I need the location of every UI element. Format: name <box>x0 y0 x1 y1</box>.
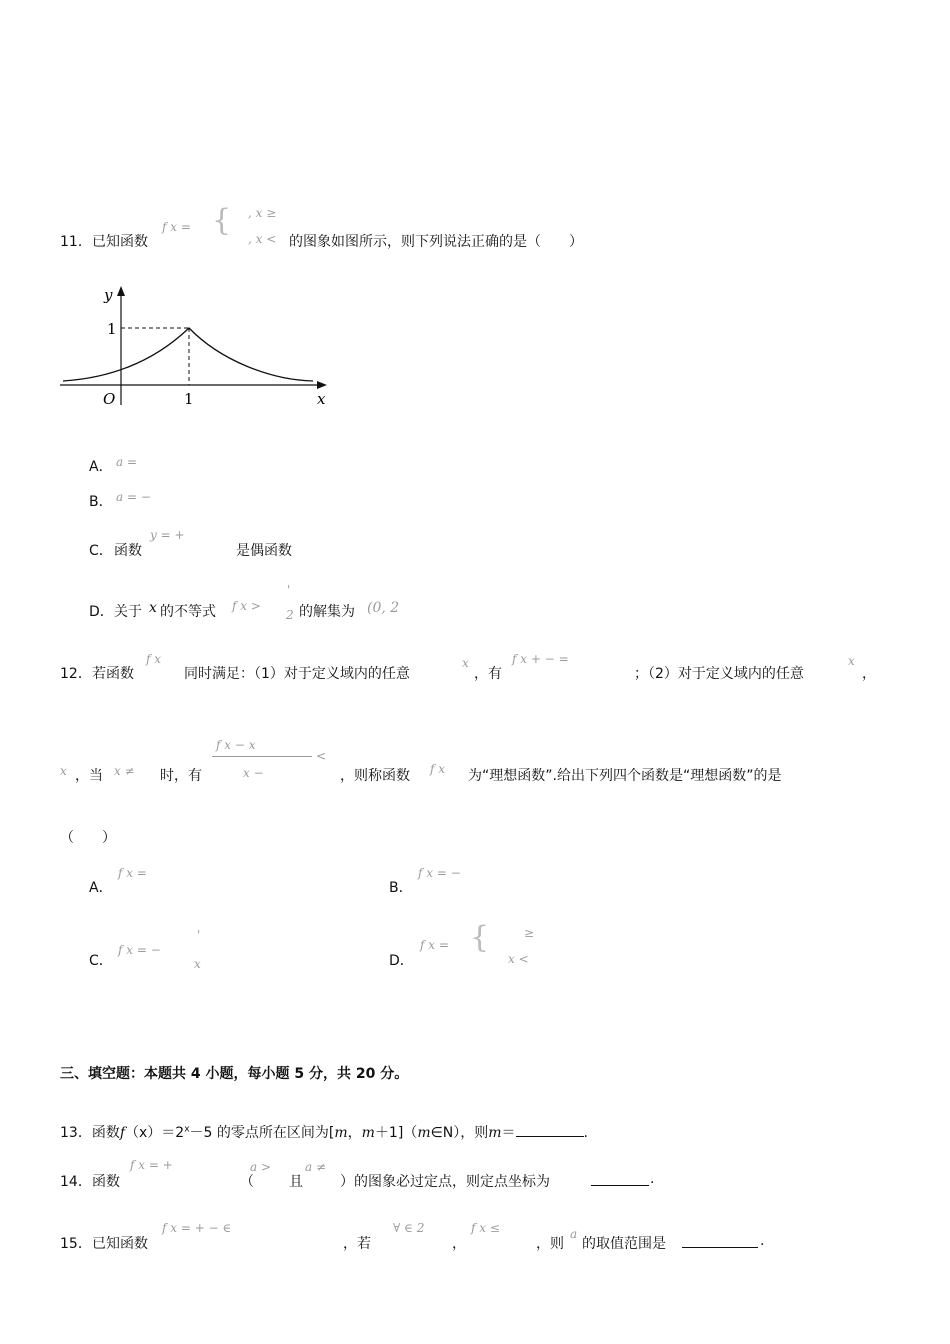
q11-case2: , x < <box>248 232 277 246</box>
q11-option-c-math: y = + <box>150 528 185 542</box>
q11-option-b-label: B． <box>89 494 113 510</box>
q12-option-d-brace: { <box>470 920 490 955</box>
q14-math3: a ≠ <box>305 1160 327 1174</box>
q11-number: 11． <box>60 234 92 250</box>
q14-end: . <box>650 1171 655 1187</box>
q11-option-d-text2: 的不等式 <box>160 604 216 620</box>
q12-m3: f x + − = <box>512 652 569 666</box>
q15-math3: f x ≤ <box>471 1221 500 1235</box>
q12-option-a-math: f x = <box>118 866 147 880</box>
q11-option-d-text3: 的解集为 <box>299 604 355 620</box>
q12-option-d-case1: ≥ <box>524 926 535 940</box>
q11-option-a-label: A． <box>89 459 113 475</box>
q11-option-b-math: a = − <box>116 490 151 504</box>
q14-answer-blank[interactable] <box>591 1171 649 1186</box>
q12-option-c-den: x <box>194 957 201 971</box>
q11-option-d-math: f x > <box>232 599 261 613</box>
q11-func-lhs: f x = <box>162 220 191 234</box>
q13-f: f <box>119 1125 126 1141</box>
q15-end: . <box>760 1233 765 1249</box>
q12-t8: ，则称函数 <box>340 768 410 784</box>
q12-t1: 若函数 <box>92 666 134 682</box>
q15-text4: ，则 <box>536 1236 564 1252</box>
q12-t9: 为“理想函数”.给出下列四个函数是“理想函数”的是 <box>468 768 782 784</box>
q13-text6: ∈N），则 <box>430 1125 489 1141</box>
q13-answer-blank[interactable] <box>516 1122 584 1137</box>
q15-text2: ，若 <box>343 1236 371 1252</box>
q14-number: 14． <box>60 1174 92 1190</box>
q12-t5: ， <box>862 666 876 682</box>
q11-option-d-frac-num: ' <box>287 583 291 597</box>
section3-title: 三、填空题：本题共 4 小题，每小题 5 分，共 20 分。 <box>60 1066 409 1082</box>
x-label: x <box>317 390 326 408</box>
q12-option-b-label: B． <box>389 880 413 896</box>
q12-frac-num: f x − x <box>216 738 256 752</box>
q15-text1: 已知函数 <box>92 1236 148 1252</box>
q12-m5: x <box>60 764 67 778</box>
q13-m2: m <box>361 1125 375 1141</box>
q13-sup: x <box>184 1124 190 1135</box>
q13-text2: （x）＝2 <box>125 1125 185 1141</box>
q12-paren: （ ） <box>60 830 116 846</box>
q13-text7: ＝ <box>501 1125 516 1141</box>
q12-t3: ，有 <box>474 666 502 682</box>
q11-graph <box>55 280 345 415</box>
q12-m2: x <box>462 656 469 670</box>
q11-option-a-math: a = <box>116 455 138 469</box>
q13-m3: m <box>417 1125 431 1141</box>
q15-text3: ， <box>452 1236 466 1252</box>
q15-text5: 的取值范围是 <box>582 1236 666 1252</box>
q14-text4: ）的图象必过定点，则定点坐标为 <box>340 1174 550 1190</box>
q12-option-d-case2: x < <box>508 952 529 966</box>
q12-option-d-label: D． <box>389 953 414 969</box>
q12-option-b-math: f x = − <box>418 866 461 880</box>
x-tick-label: 1 <box>184 390 194 408</box>
x-axis-arrow <box>317 381 327 389</box>
q12-option-c-math: f x = − <box>118 943 161 957</box>
q15-answer-blank[interactable] <box>682 1233 758 1248</box>
q15-math2: ∀ ∈ 2 <box>393 1221 425 1235</box>
y-label: y <box>104 286 113 304</box>
q12-frac-lt: < <box>316 749 327 763</box>
q12-m4: x <box>848 654 855 668</box>
q12-option-c-num: ' <box>197 928 201 942</box>
q11-option-c-text2: 是偶函数 <box>236 543 292 559</box>
q13-m4: m <box>488 1125 502 1141</box>
q12-t7: 时，有 <box>160 768 202 784</box>
q11-option-d-x: x <box>149 600 157 616</box>
q12-m7: f x <box>430 762 446 776</box>
q13-number: 13． <box>60 1125 92 1141</box>
q13-text3: －5 的零点所在区间为[ <box>189 1125 335 1141</box>
q13-m: m <box>334 1125 348 1141</box>
q14-text2: （ <box>240 1174 254 1190</box>
q14-text3: 且 <box>289 1174 303 1190</box>
q12-option-a-label: A． <box>89 880 113 896</box>
q12-t6: ，当 <box>75 768 103 784</box>
q15-math4: a <box>570 1227 578 1241</box>
q15-math1: f x = + − ∈ <box>162 1221 232 1235</box>
q12-m1: f x <box>146 652 162 666</box>
q11-option-d-interval: (0, 2 <box>367 600 400 616</box>
q12-option-d-math: f x = <box>420 938 449 952</box>
q12-frac-line <box>212 756 312 757</box>
function-curve <box>63 328 313 381</box>
q12-t4: ；（2）对于定义域内的任意 <box>634 666 804 682</box>
q13-text4: ， <box>347 1125 362 1141</box>
q12-frac-den: x − <box>243 766 264 780</box>
q12-number: 12． <box>60 666 92 682</box>
q13-text5: ＋1]（ <box>374 1125 418 1141</box>
q11-option-c-text1: 函数 <box>114 543 142 559</box>
q11-option-d-frac-den: 2 <box>286 608 294 622</box>
q14-math1: f x = + <box>130 1158 173 1172</box>
q13-end: . <box>583 1125 588 1141</box>
q14-text1: 函数 <box>92 1174 120 1190</box>
q11-tail: 的图象如图所示，则下列说法正确的是（ ） <box>289 234 583 250</box>
q12-option-c-label: C． <box>89 953 113 969</box>
y-axis-arrow <box>117 286 125 296</box>
q13-text1: 函数 <box>91 1125 120 1141</box>
q11-brace: { <box>212 203 232 238</box>
q11-option-d-label: D． <box>89 604 114 620</box>
q14-math2: a > <box>250 1160 272 1174</box>
q12-m6: x ≠ <box>114 764 135 778</box>
q11-option-c-label: C． <box>89 543 113 559</box>
q11-lead: 已知函数 <box>92 234 148 250</box>
origin-label: O <box>103 390 116 408</box>
y-tick-label: 1 <box>107 320 117 338</box>
q11-case1: , x ≥ <box>248 206 277 220</box>
q12-t2: 同时满足：（1）对于定义域内的任意 <box>184 666 410 682</box>
q13 <box>60 1122 588 1142</box>
q15-number: 15． <box>60 1236 92 1252</box>
q11-option-d-text1: 关于 <box>114 604 142 620</box>
